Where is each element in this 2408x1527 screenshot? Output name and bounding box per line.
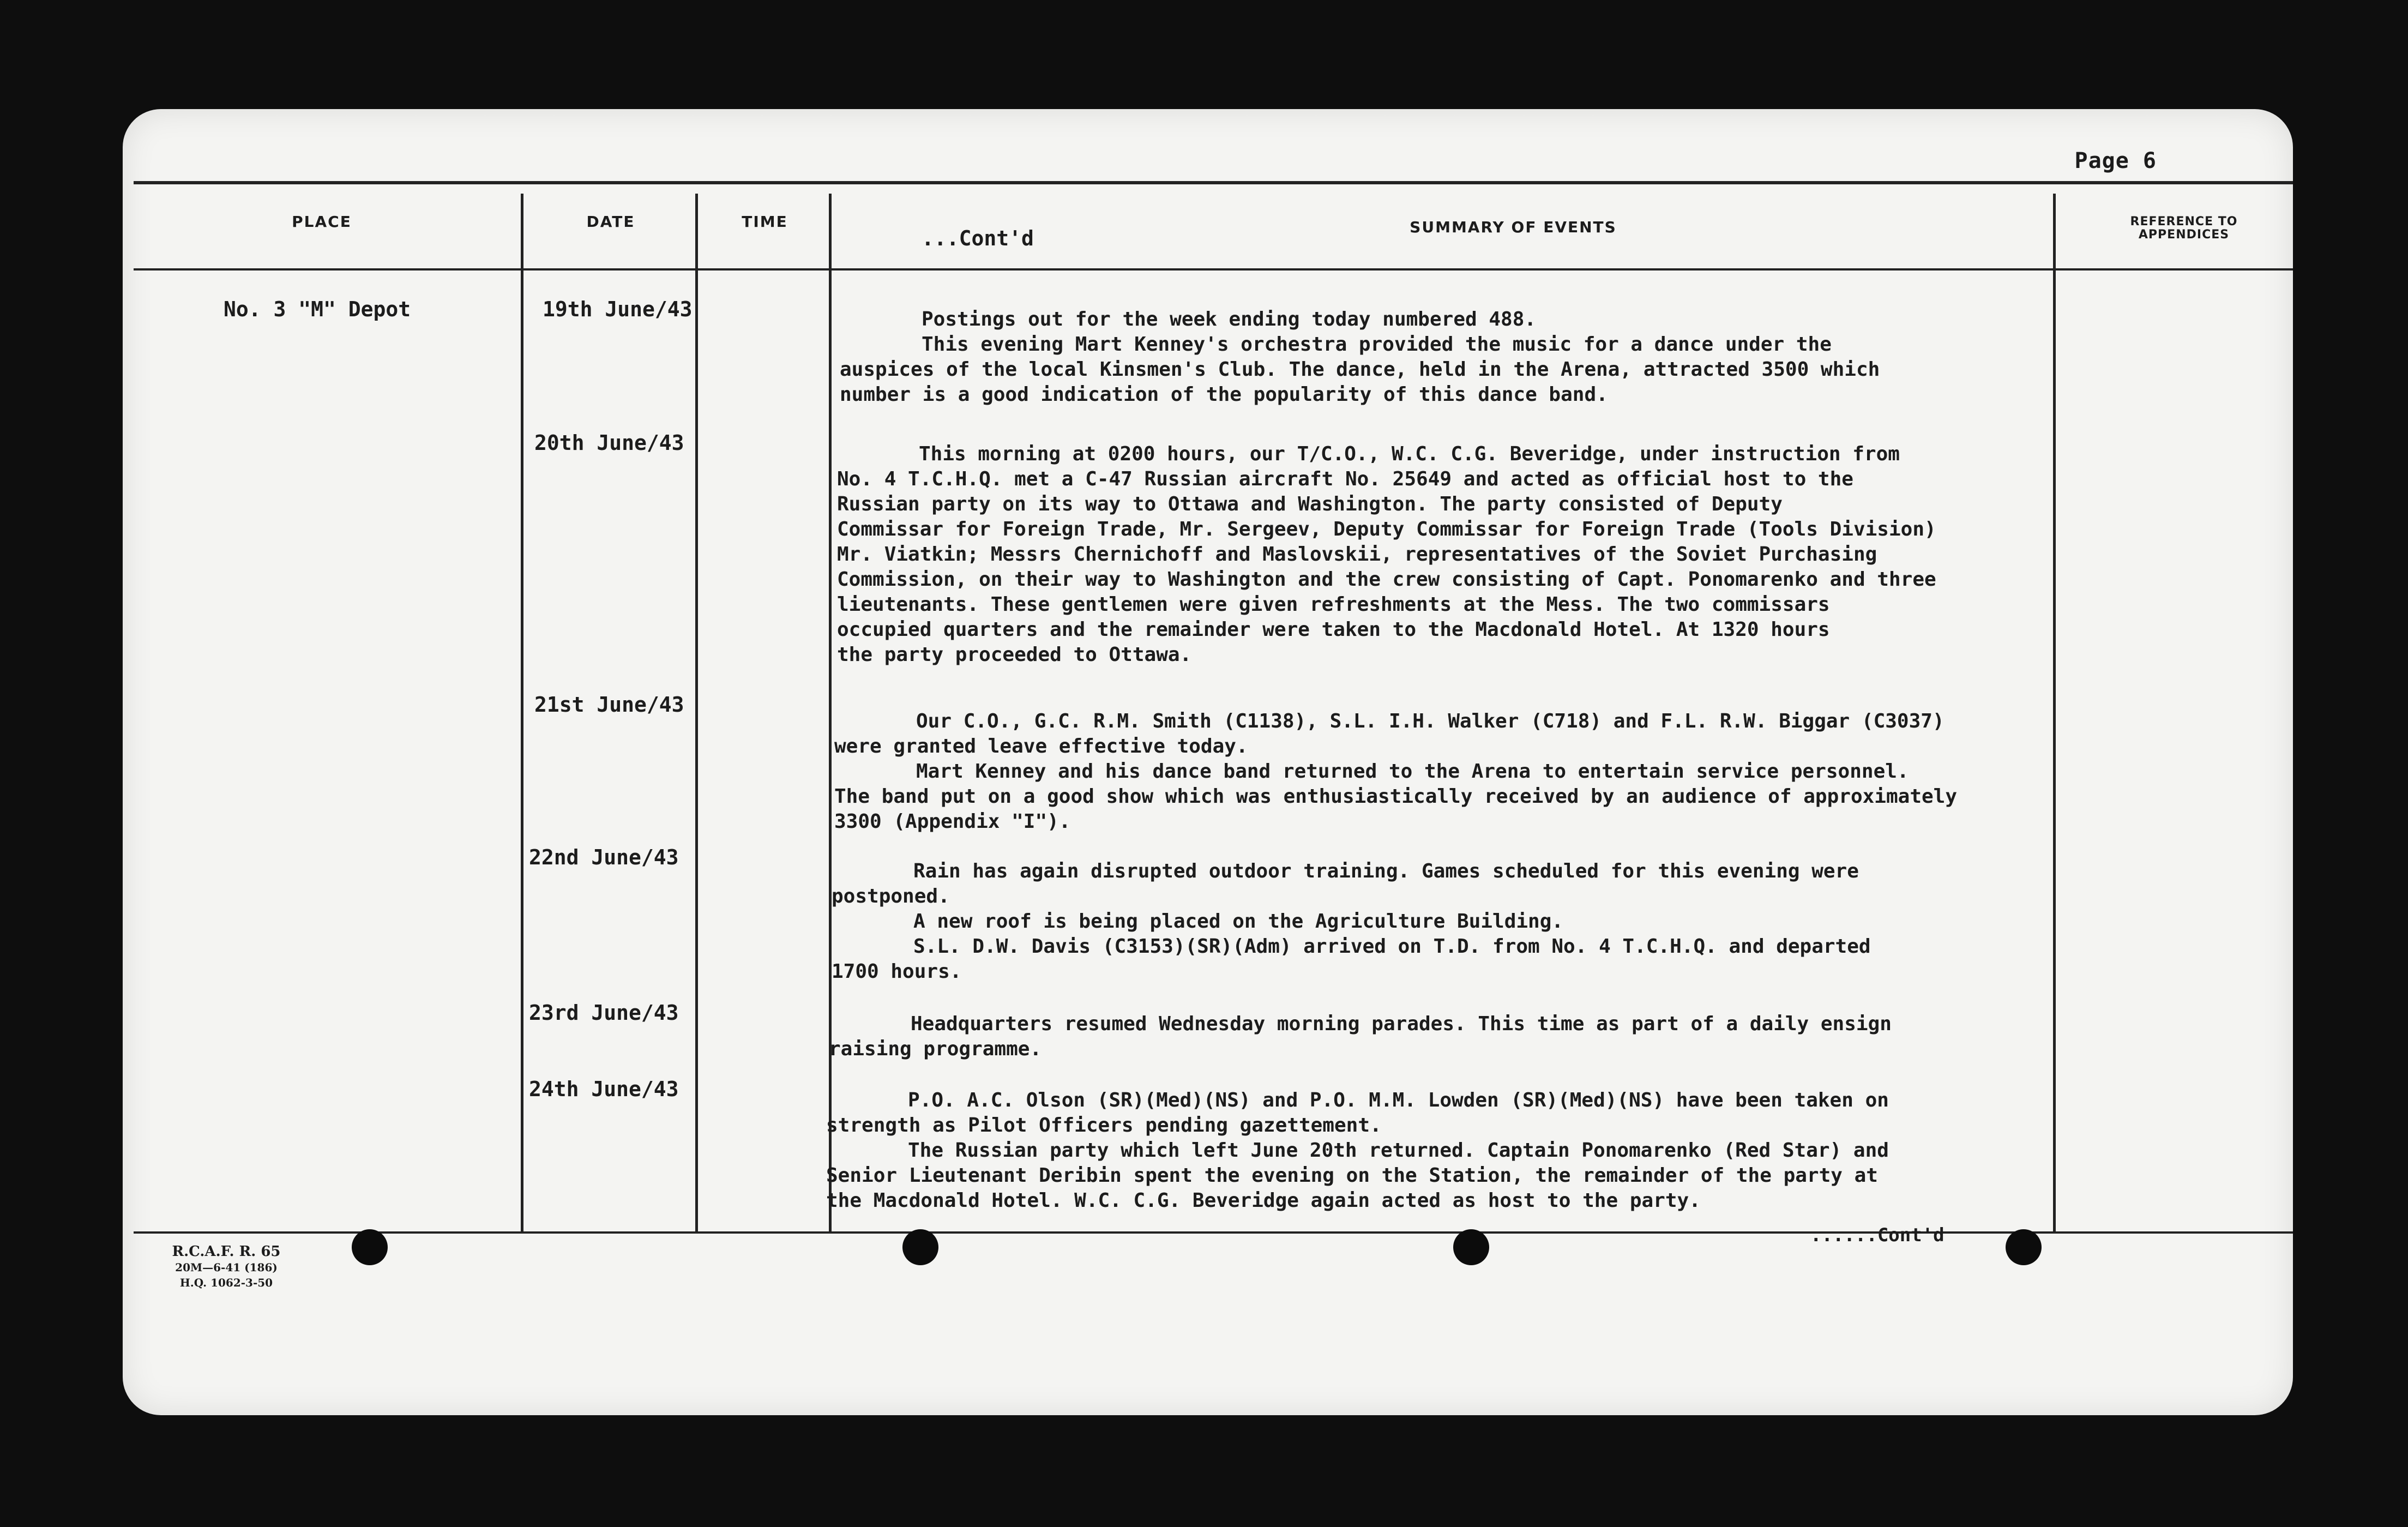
punch-hole: [902, 1229, 938, 1265]
entry-line: number is a good indication of the popularity of this dance band.: [840, 383, 1608, 406]
form-number: R.C.A.F. R. 65: [172, 1243, 281, 1260]
entry-line: This morning at 0200 hours, our T/C.O., W.C. C.G. Beveridge, under instruction from: [919, 443, 1900, 465]
entry-line: A new roof is being placed on the Agriculture Building.: [913, 910, 1564, 933]
punch-hole: [1453, 1229, 1489, 1265]
entry-line: 1700 hours.: [832, 960, 962, 983]
header-date: DATE: [586, 213, 635, 231]
entry-line: strength as Pilot Officers pending gazettement.: [826, 1114, 1382, 1137]
summary-continued-label: ...Cont'd: [922, 226, 1034, 250]
entry-line: This evening Mart Kenney's orchestra provided the music for a dance under the: [922, 333, 1832, 356]
entry-line: Postings out for the week ending today numbered 488.: [922, 308, 1537, 330]
entry-date: 24th June/43: [529, 1077, 679, 1101]
entry-line: postponed.: [832, 885, 950, 907]
entry-summary: [837, 442, 2091, 668]
header-summary: SUMMARY OF EVENTS: [1410, 218, 1617, 236]
form-print-code: 20M—6-41 (186): [175, 1261, 278, 1274]
place-value: No. 3 "M" Depot: [224, 297, 411, 321]
entry-line: S.L. D.W. Davis (C3153)(SR)(Adm) arrived on T.D. from No. 4 T.C.H.Q. and departed: [913, 935, 1871, 958]
entry-line: auspices of the local Kinsmen's Club. The dance, held in the Arena, attracted 3500 which: [840, 358, 1880, 381]
entry-line: Rain has again disrupted outdoor training. Games scheduled for this evening were: [913, 860, 1859, 882]
diary-page: [123, 109, 2293, 1415]
table-top-rule: [134, 181, 2293, 184]
continued-footer-label: ......Cont'd: [1810, 1224, 1945, 1246]
entry-summary: [829, 1012, 2083, 1062]
entry-line: lieutenants. These gentlemen were given refreshments at the Mess. The two commissars: [837, 593, 1830, 616]
entry-summary: [834, 709, 2088, 834]
entry-date: 20th June/43: [534, 431, 684, 455]
entry-line: Russian party on its way to Ottawa and Washington. The party consisted of Deputy: [837, 493, 1783, 515]
punch-hole: [352, 1229, 388, 1265]
entry-date: 21st June/43: [534, 693, 684, 717]
column-divider-date: [695, 194, 698, 1233]
entry-line: No. 4 T.C.H.Q. met a C-47 Russian aircraft No. 25649 and acted as official host to the: [837, 468, 1853, 490]
form-hq-code: H.Q. 1062-3-50: [179, 1276, 273, 1289]
entry-line: occupied quarters and the remainder were taken to the Macdonald Hotel. At 1320 hours: [837, 618, 1830, 641]
entry-line: Mr. Viatkin; Messrs Chernichoff and Maslovskii, representatives of the Soviet Purchasing: [837, 543, 1877, 566]
header-reference: REFERENCE TO APPENDICES: [2130, 215, 2238, 242]
table-bottom-rule: [134, 1231, 2293, 1234]
entry-line: were granted leave effective today.: [834, 735, 1248, 758]
entry-line: raising programme.: [829, 1038, 1042, 1060]
header-bottom-rule: [134, 268, 2293, 270]
entry-date: 19th June/43: [543, 297, 693, 321]
punch-hole: [2006, 1229, 2042, 1265]
entry-summary: [840, 307, 2094, 407]
entry-line: P.O. A.C. Olson (SR)(Med)(NS) and P.O. M.M. Lowden (SR)(Med)(NS) have been taken on: [908, 1089, 1889, 1111]
entry-line: Commission, on their way to Washington and the crew consisting of Capt. Ponomarenko and three: [837, 568, 1936, 591]
entry-line: The Russian party which left June 20th returned. Captain Ponomarenko (Red Star) and: [908, 1139, 1889, 1162]
header-time: TIME: [742, 213, 788, 231]
entry-summary: [832, 859, 2086, 984]
column-divider-time: [829, 194, 832, 1233]
column-divider-place: [521, 194, 523, 1233]
entry-line: Our C.O., G.C. R.M. Smith (C1138), S.L. I.H. Walker (C718) and F.L. R.W. Biggar (C3037): [916, 710, 1945, 732]
entry-line: The band put on a good show which was enthusiastically received by an audience of approximately: [834, 785, 1958, 808]
page-number: Page 6: [2074, 148, 2157, 173]
entry-summary: [826, 1088, 2080, 1213]
form-reference: [164, 1243, 289, 1290]
entry-line: Headquarters resumed Wednesday morning parades. This time as part of a daily ensign: [911, 1013, 1892, 1035]
entry-line: Mart Kenney and his dance band returned to the Arena to entertain service personnel.: [916, 760, 1909, 783]
entry-line: 3300 (Appendix "I").: [834, 810, 1071, 833]
entry-line: Senior Lieutenant Deribin spent the evening on the Station, the remainder of the party at: [826, 1164, 1878, 1187]
entry-date: 23rd June/43: [529, 1001, 679, 1025]
entry-line: the Macdonald Hotel. W.C. C.G. Beveridge again acted as host to the party.: [826, 1189, 1701, 1212]
entry-line: the party proceeded to Ottawa.: [837, 644, 1192, 666]
entry-date: 22nd June/43: [529, 845, 679, 869]
header-place: PLACE: [292, 213, 352, 231]
entry-line: Commissar for Foreign Trade, Mr. Sergeev, Deputy Commissar for Foreign Trade (Tools Division): [837, 518, 1936, 540]
